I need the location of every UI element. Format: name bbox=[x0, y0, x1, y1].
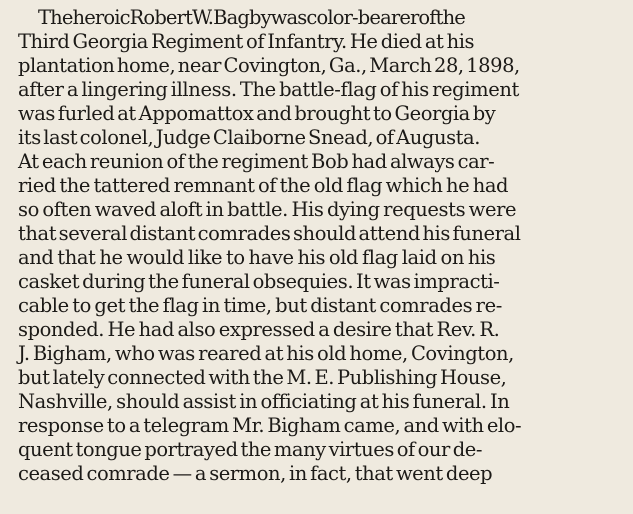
text-line-14: sponded. He had also expressed a desire that Rev. R. bbox=[18, 318, 500, 341]
text-line-12: casket during the funeral obsequies. It was impracti- bbox=[18, 270, 500, 293]
text-line-2: Third Georgia Regiment of Infantry. He died at his bbox=[18, 30, 475, 53]
text-line-7: At each reunion of the regiment Bob had always car- bbox=[18, 150, 495, 173]
text-line-6: its last colonel, Judge Claiborne Snead, of Augusta. bbox=[18, 126, 480, 149]
text-line-8: ried the tattered remnant of the old flag which he had bbox=[18, 174, 509, 197]
article-body bbox=[0, 6, 633, 486]
text-line-3: plantation home, near Covington, Ga., March 28, 1898, bbox=[18, 54, 520, 77]
text-line-17: Nashville, should assist in officiating at his funeral. In bbox=[18, 390, 510, 413]
text-line-15: J. Bigham, who was reared at his old home, Covington, bbox=[18, 342, 514, 365]
text-line-18: response to a telegram Mr. Bigham came, and with elo- bbox=[18, 414, 522, 437]
text-line-16: but lately connected with the M. E. Publishing House, bbox=[18, 366, 507, 389]
text-line-11: and that he would like to have his old flag laid on his bbox=[18, 246, 496, 269]
text-line-9: so often waved aloft in battle. His dying requests were bbox=[18, 198, 517, 221]
text-line-20: ceased comrade — a sermon, in fact, that went deep bbox=[18, 462, 493, 485]
text-line-10: that several distant comrades should attend his funeral bbox=[18, 222, 521, 245]
text-line-19: quent tongue portrayed the many virtues of our de- bbox=[18, 438, 482, 461]
text-line-4: after a lingering illness. The battle-flag of his regiment bbox=[18, 78, 519, 101]
text-line-13: cable to get the flag in time, but distant comrades re- bbox=[18, 294, 502, 317]
text-line-1: The heroic Robert W. Bagby was color-bearer of the bbox=[38, 6, 465, 29]
text-line-5: was furled at Appomattox and brought to Georgia by bbox=[18, 102, 496, 125]
